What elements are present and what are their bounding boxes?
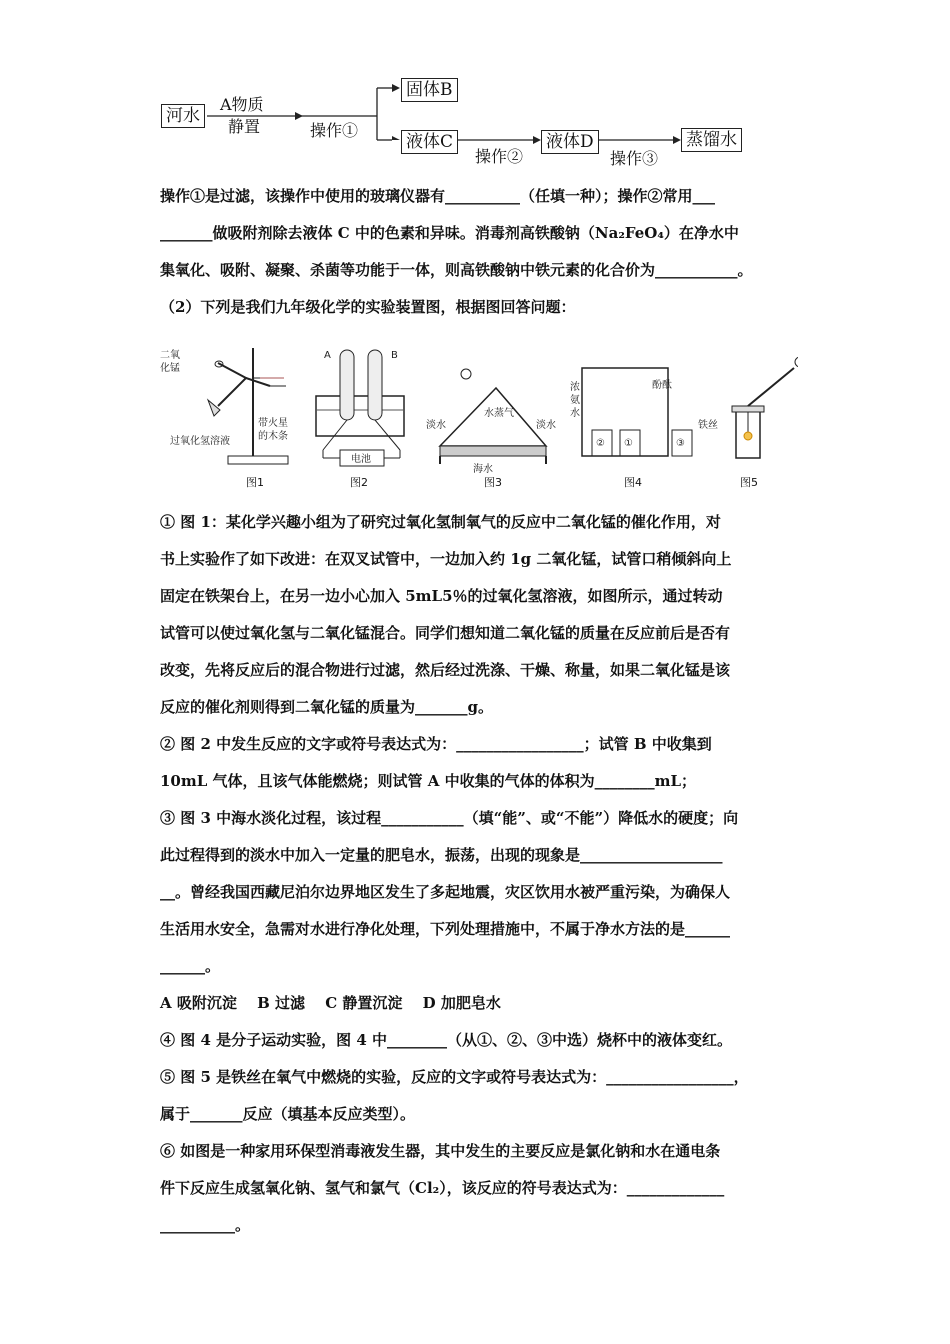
text-line: ______。 [160, 957, 221, 975]
text-line: 属于_______反应（填基本反应类型）。 [160, 1105, 416, 1123]
text-line: __。曾经我国西藏尼泊尔边界地区发生了多起地震，灾区饮用水被严重污染，为确保人 [160, 883, 731, 901]
fig3-fresh-left-label: 淡水 [426, 420, 446, 431]
fig3-apparatus [426, 369, 556, 475]
fig2-tube-b-label: B [391, 350, 398, 361]
operation1-label: 操作① [310, 121, 359, 140]
text-line: ① 图 1：某化学兴趣小组为了研究过氧化氢制氧气的反应中二氧化锰的催化作用，对 [160, 513, 721, 531]
text-line: ③ 图 3 中海水淡化过程，该过程___________（填“能”、或“不能”）降低水的硬度；向 [160, 809, 739, 827]
fig1-splint-label-2: 的木条 [258, 431, 288, 442]
fig4-beaker-2-label: ② [596, 438, 605, 449]
fig4-apparatus [570, 368, 692, 456]
solid-b-box: 固体B [401, 78, 458, 102]
liquid-d-box: 液体D [541, 130, 599, 154]
fig1-apparatus [160, 348, 288, 464]
fig4-ammonia-label-1: 浓 [570, 382, 580, 393]
text-line: 10mL 气体，且该气体能燃烧；则试管 A 中收集的气体的体积为________mL； [160, 772, 697, 790]
fig3-vapor-label: 水蒸气 [484, 408, 514, 419]
fig1-caption: 图1 [246, 476, 264, 489]
text-line: ⑤ 图 5 是铁丝在氧气中燃烧的实验，反应的文字或符号表达式为：_________________， [160, 1068, 749, 1086]
water-purification-flowchart [155, 72, 795, 172]
text-line: ② 图 2 中发生反应的文字或符号表达式为：_________________；试管 B 中收集到 [160, 735, 712, 753]
text-line: 试管可以使过氧化氢与二氧化锰混合。同学们想知道二氧化锰的质量在反应前后是否有 [160, 624, 731, 642]
fig2-tube-a-label: A [324, 350, 331, 361]
text-line: 此过程得到的淡水中加入一定量的肥皂水，振荡，出现的现象是___________________ [160, 846, 723, 864]
fig2-apparatus [316, 350, 404, 466]
fig2-caption: 图2 [350, 476, 368, 489]
text-line: 生活用水安全，急需对水进行净化处理，下列处理措施中，不属于净水方法的是______ [160, 920, 731, 938]
fig5-caption: 图5 [740, 476, 758, 489]
text-line: 反应的催化剂则得到二氧化锰的质量为_______g。 [160, 698, 493, 716]
step1-settle-label: 静置 [228, 117, 261, 136]
operation2-label: 操作② [475, 147, 524, 166]
text-line: ④ 图 4 是分子运动实验，图 4 中________（从①、②、③中选）烧杯中的液体变红。 [160, 1031, 732, 1049]
fig3-caption: 图3 [484, 476, 502, 489]
experiment-figures [158, 338, 798, 493]
fig1-h2o2-label: 过氧化氢溶液 [170, 436, 230, 447]
text-line: 固定在铁架台上，在另一边小心加入 5mL5％的过氧化氢溶液，如图所示，通过转动 [160, 587, 723, 605]
operation3-label: 操作③ [610, 149, 659, 168]
fig1-mno2-label-1: 二氧 [160, 350, 180, 361]
text-line: A 吸附沉淀 B 过滤 C 静置沉淀 D 加肥皂水 [160, 994, 501, 1012]
text-line: __________。 [160, 1216, 251, 1234]
fig1-splint-label-1: 带火星 [258, 418, 288, 429]
text-line: （2）下列是我们九年级化学的实验装置图，根据图回答问题： [160, 298, 576, 316]
fig4-ammonia-label-3: 水 [570, 408, 580, 419]
question-text-part1 [160, 178, 800, 326]
step1-reagent-label: A物质 [220, 95, 264, 114]
fig1-mno2-label-2: 化锰 [160, 363, 180, 374]
text-line: ⑥ 如图是一种家用环保型消毒液发生器，其中发生的主要反应是氯化钠和水在通电条 [160, 1142, 721, 1160]
fig4-beaker-1-label: ① [624, 438, 633, 449]
fig4-phenol-label: 酚酞 [652, 380, 672, 391]
fig4-caption: 图4 [624, 476, 642, 489]
fig3-fresh-right-label: 淡水 [536, 420, 556, 431]
text-line: _______做吸附剂除去液体 C 中的色素和异味。消毒剂高铁酸钠（Na₂FeO₄）在净水中 [160, 224, 739, 242]
fig5-wire-label: 铁丝 [698, 420, 718, 431]
fig4-ammonia-label-2: 氨 [570, 395, 580, 406]
liquid-c-box: 液体C [401, 130, 458, 154]
text-line: 集氧化、吸附、凝聚、杀菌等功能于一体，则高铁酸钠中铁元素的化合价为___________。 [160, 261, 753, 279]
text-line: 件下反应生成氢氧化钠、氢气和氯气（Cl₂），该反应的符号表达式为：_____________ [160, 1179, 725, 1197]
text-line: 书上实验作了如下改进：在双叉试管中，一边加入约 1g 二氧化锰，试管口稍倾斜向上 [160, 550, 732, 568]
river-water-box: 河水 [161, 104, 205, 128]
experiment-apparatus-drawings [158, 338, 798, 493]
text-line: 改变，先将反应后的混合物进行过滤，然后经过洗涤、干燥、称量，如果二氧化锰是该 [160, 661, 731, 679]
fig5-apparatus [698, 357, 798, 458]
distilled-water-box: 蒸馏水 [681, 128, 742, 152]
question-text-part2 [160, 504, 800, 1244]
text-line: 操作①是过滤，该操作中使用的玻璃仪器有__________（任填一种）；操作②常用___ [160, 187, 716, 205]
fig3-sea-label: 海水 [473, 464, 493, 475]
fig2-battery-label: 电池 [351, 454, 371, 465]
fig4-beaker-3-label: ③ [676, 438, 685, 449]
